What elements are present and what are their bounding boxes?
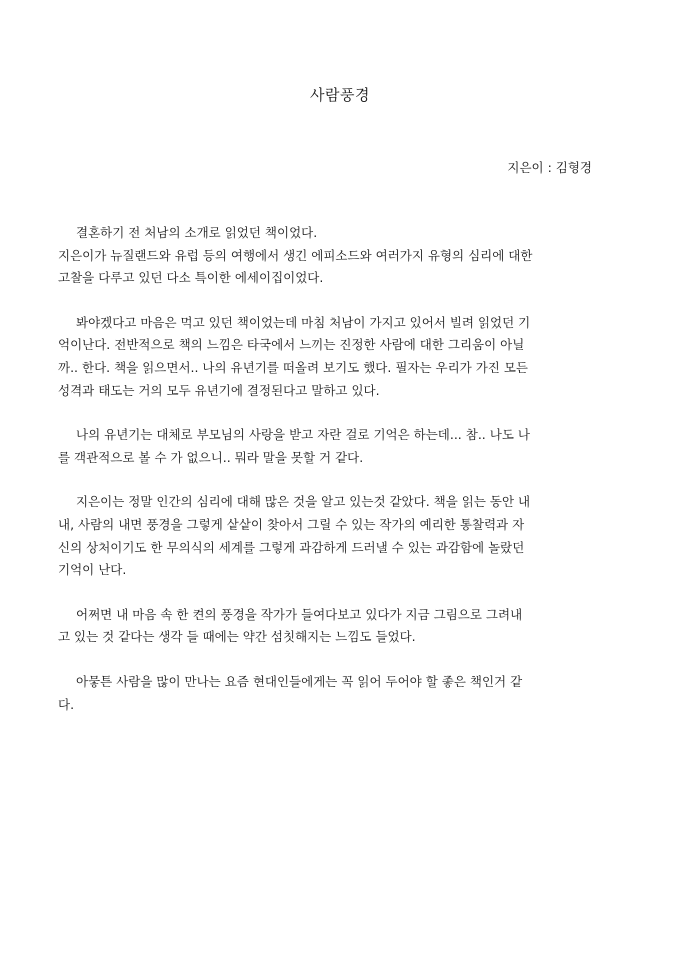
paragraph-6 — [58, 671, 622, 716]
document-body — [58, 222, 622, 738]
text-line: 성격과 태도는 거의 모두 유년기에 결정된다고 말하고 있다. — [58, 382, 380, 398]
text-line: 아뭏튼 사람을 많이 만나는 요즘 현대인들에게는 꼭 읽어 두어야 할 좋은 책인거 같 — [76, 673, 523, 689]
text-line: 지은이는 정말 인간의 심리에 대해 많은 것을 알고 있는것 같았다. 책을 읽는 동안 내 — [76, 494, 531, 510]
paragraph-5 — [58, 604, 622, 649]
paragraph-2 — [58, 312, 622, 402]
text-line: 고찰을 다루고 있던 다소 특이한 에세이집이었다. — [58, 270, 324, 286]
text-line: 나의 유년기는 대체로 부모님의 사랑을 받고 자란 걸로 기억은 하는데... 참.. 나도 나 — [76, 427, 530, 443]
text-line: 를 객관적으로 볼 수 가 없으니.. 뭐라 말을 못할 거 같다. — [58, 449, 364, 465]
text-line: 기억이 난다. — [58, 562, 127, 578]
text-line: 내, 사람의 내면 풍경을 그렇게 샅샅이 찾아서 그릴 수 있는 작가의 예리한 통찰력과 자 — [58, 516, 525, 532]
document-title: 사람풍경 — [310, 86, 370, 104]
text-line: 고 있는 것 같다는 생각 들 때에는 약간 섬칫해지는 느낌도 들었다. — [58, 629, 416, 645]
text-line: 봐야겠다고 마음은 먹고 있던 책이었는데 마침 처남이 가지고 있어서 빌려 읽었던 기 — [76, 314, 531, 330]
paragraph-3 — [58, 424, 622, 469]
text-line: 결혼하기 전 처남의 소개로 읽었던 책이었다. — [76, 225, 318, 240]
paragraph-1 — [58, 222, 622, 290]
text-line: 어쩌면 내 마음 속 한 켠의 풍경을 작가가 들여다보고 있다가 지금 그림으로 그려내 — [76, 606, 523, 622]
paragraph-4 — [58, 491, 622, 581]
text-line: 까.. 한다. 책을 읽으면서.. 나의 유년기를 떠올려 보기도 했다. 필자는 우리가 가진 모든 — [58, 359, 528, 375]
text-line: 다. — [58, 696, 75, 712]
text-line: 지은이가 뉴질랜드와 유럽 등의 여행에서 생긴 에피소드와 여러가지 유형의 심리에 대한 — [58, 247, 533, 263]
text-line: 억이난다. 전반적으로 책의 느낌은 타국에서 느끼는 진정한 사람에 대한 그리움이 아닐 — [58, 337, 525, 353]
text-line: 신의 상처이기도 한 무의식의 세계를 그렇게 과감하게 드러낼 수 있는 과감함에 놀랐던 — [58, 539, 525, 555]
author-line: 지은이 : 김형경 — [507, 160, 592, 175]
